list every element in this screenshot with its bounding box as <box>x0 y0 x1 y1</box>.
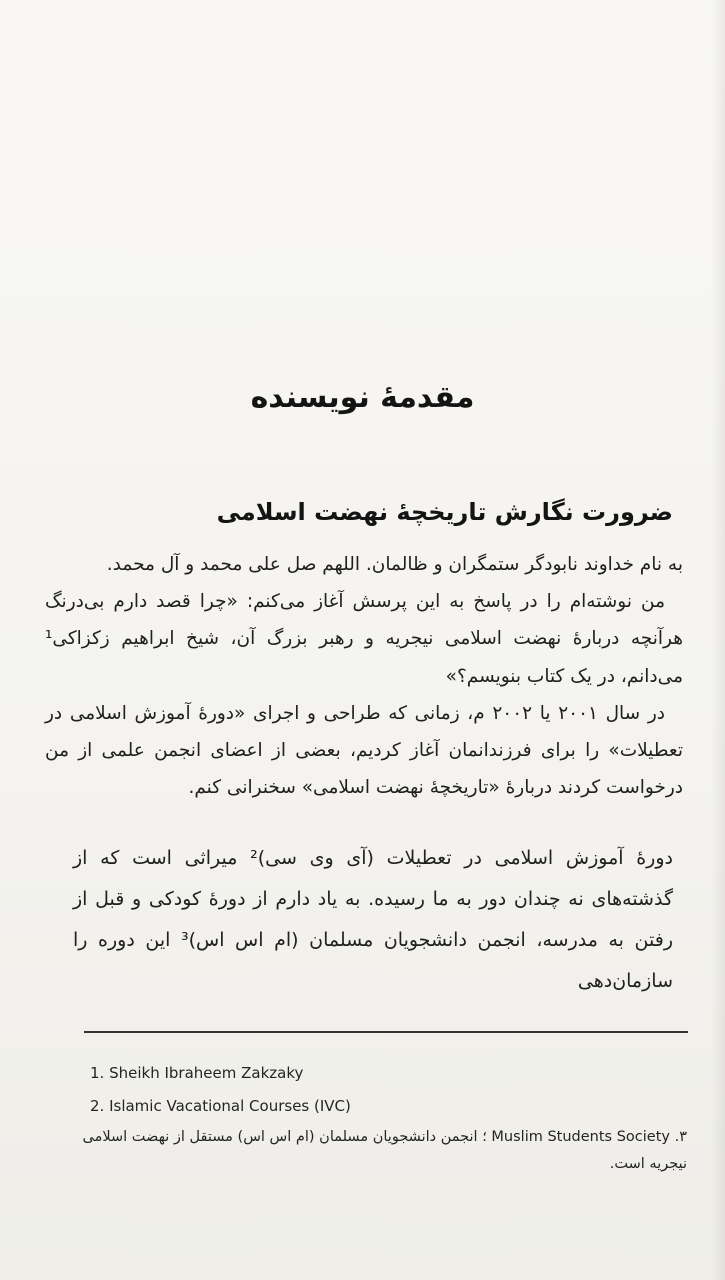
lower-body-text <box>73 838 673 1002</box>
footnote-divider <box>84 1031 688 1033</box>
footnote-3-number: ۳. <box>674 1129 687 1145</box>
paragraph-ivc: دورهٔ آموزش اسلامی در تعطیلات (آی وی سی)² میراثی است که از گذشته‌های نه چندان دور به ما رسیده. به یاد دارم از دورهٔ کودکی و قبل از رفتن به مدرسه، انجمن دانشجویان مسلمان (ام اس اس)³ این دوره را سازمان‌دهی <box>73 847 673 992</box>
paragraph-question: من نوشته‌ام را در پاسخ به این پرسش آغاز می‌کنم: «چرا قصد دارم بی‌درنگ هرآنچه دربارهٔ نهضت اسلامی نیجریه و رهبر بزرگ آن، شیخ ابراهیم زکزاکی¹ می‌دانم، در یک کتاب بنویسم؟» <box>45 591 683 687</box>
paragraph-history: در سال ۲۰۰۱ یا ۲۰۰۲ م، زمانی که طراحی و اجرای «دورهٔ آموزش اسلامی در تعطیلات» را برای فرزندانمان آغاز کردیم، بعضی از اعضای انجمن علمی از من درخواست کردند دربارهٔ «تاریخچهٔ نهضت اسلامی» سخنرانی کنم. <box>45 702 683 799</box>
page-edge-shadow <box>711 0 725 1280</box>
body-text <box>45 546 683 806</box>
footnote-3-persian: ؛ انجمن دانشجویان مسلمان (ام اس اس) مستقل از نهضت اسلامی نیجریه است. <box>82 1129 687 1172</box>
paragraph-invocation: به نام خداوند نابودگر ستمگران و ظالمان. اللهم صل علی محمد و آل محمد. <box>106 554 683 575</box>
chapter-title: مقدمهٔ نویسنده <box>250 380 475 415</box>
footnote-1: 1. Sheikh Ibraheem Zakzaky <box>90 1064 304 1082</box>
section-heading: ضرورت نگارش تاریخچهٔ نهضت اسلامی <box>216 498 673 526</box>
footnote-2: 2. Islamic Vacational Courses (IVC) <box>90 1097 351 1115</box>
footnote-3 <box>67 1124 687 1178</box>
footnote-3-english: Muslim Students Society <box>491 1129 670 1145</box>
